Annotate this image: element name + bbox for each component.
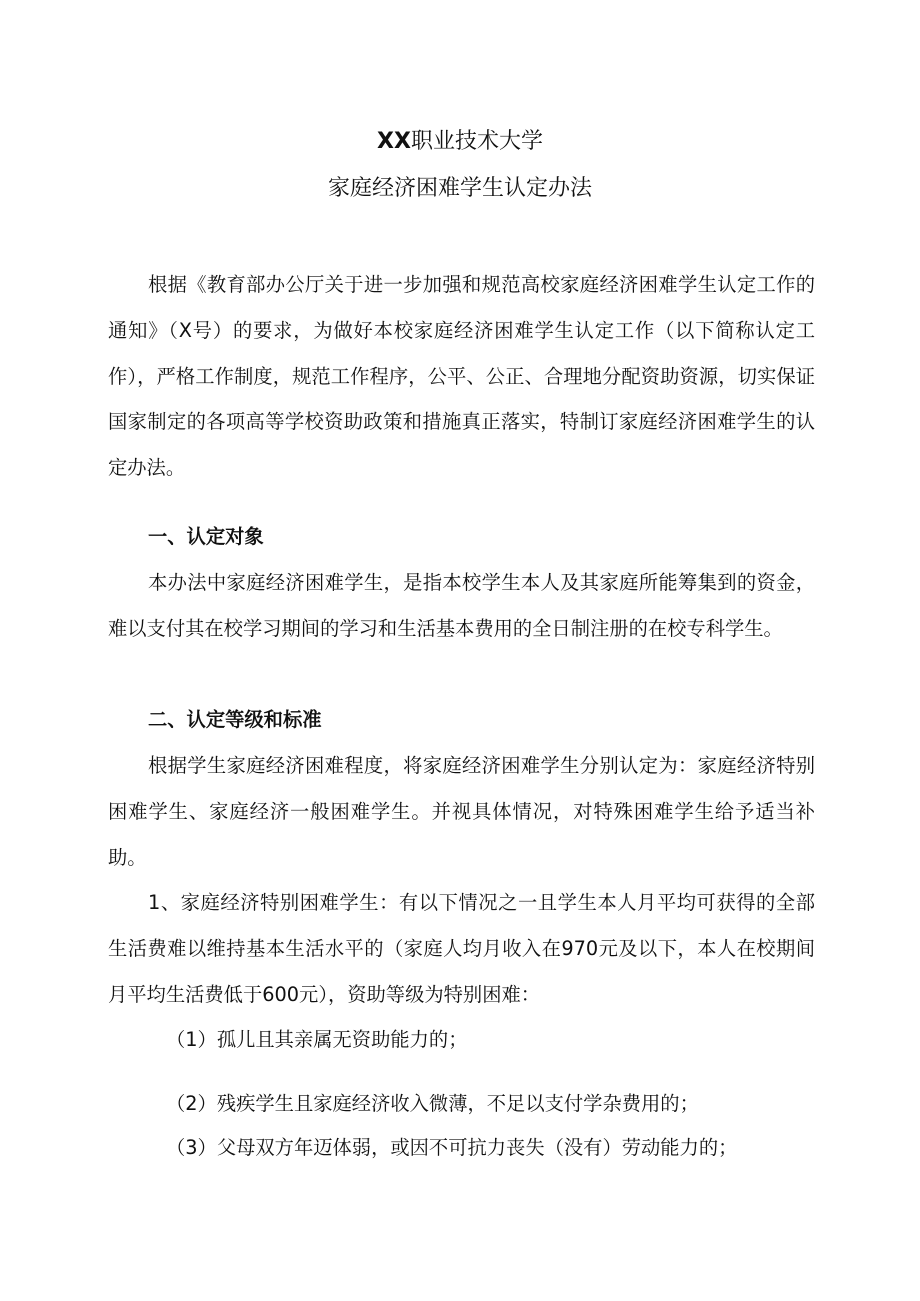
section-heading-1: 一、认定对象 <box>148 525 264 548</box>
list-item: （3）父母双方年迈体弱，或因不可抗力丧失（没有）劳动能力的； <box>166 1136 738 1159</box>
levels-paragraph: 根据学生家庭经济困难程度，将家庭经济困难学生分别认定为：家庭经济特别困难学生、家庭经济一般困难学生。并视具体情况，对特殊困难学生给予适当补助。 <box>108 754 815 869</box>
title-prefix: XX <box>377 129 411 154</box>
intro-paragraph: 根据《教育部办公厅关于进一步加强和规范高校家庭经济困难学生认定工作的通知》（X号）的要求，为做好本校家庭经济困难学生认定工作（以下简称认定工作），严格工作制度，规范工作程序，公平、公正、合理地分配资助资源，切实保证国家制定的各项高等学校资助政策和措施真正落实，特制订家庭经济困难学生的认定办法。 <box>108 273 815 480</box>
title-line-1-rest: 职业技术大学 <box>410 129 543 154</box>
list-item: （1）孤儿且其亲属无资助能力的； <box>166 1028 468 1051</box>
target-paragraph: 本办法中家庭经济困难学生，是指本校学生本人及其家庭所能筹集到的资金，难以支付其在校学习期间的学习和生活基本费用的全日制注册的在校专科学生。 <box>108 571 815 640</box>
special-difficulty-paragraph: 1、家庭经济特别困难学生：有以下情况之一且学生本人月平均可获得的全部生活费难以维持基本生活水平的（家庭人均月收入在970元及以下，本人在校期间月平均生活费低于600元），资助等级为特别困难： <box>108 891 815 1006</box>
section-heading-2: 二、认定等级和标准 <box>148 708 322 731</box>
list-item: （2）残疾学生且家庭经济收入微薄，不足以支付学杂费用的； <box>166 1092 699 1115</box>
document-title-line-1 <box>0 127 920 157</box>
document-title-line-2: 家庭经济困难学生认定办法 <box>327 176 592 201</box>
